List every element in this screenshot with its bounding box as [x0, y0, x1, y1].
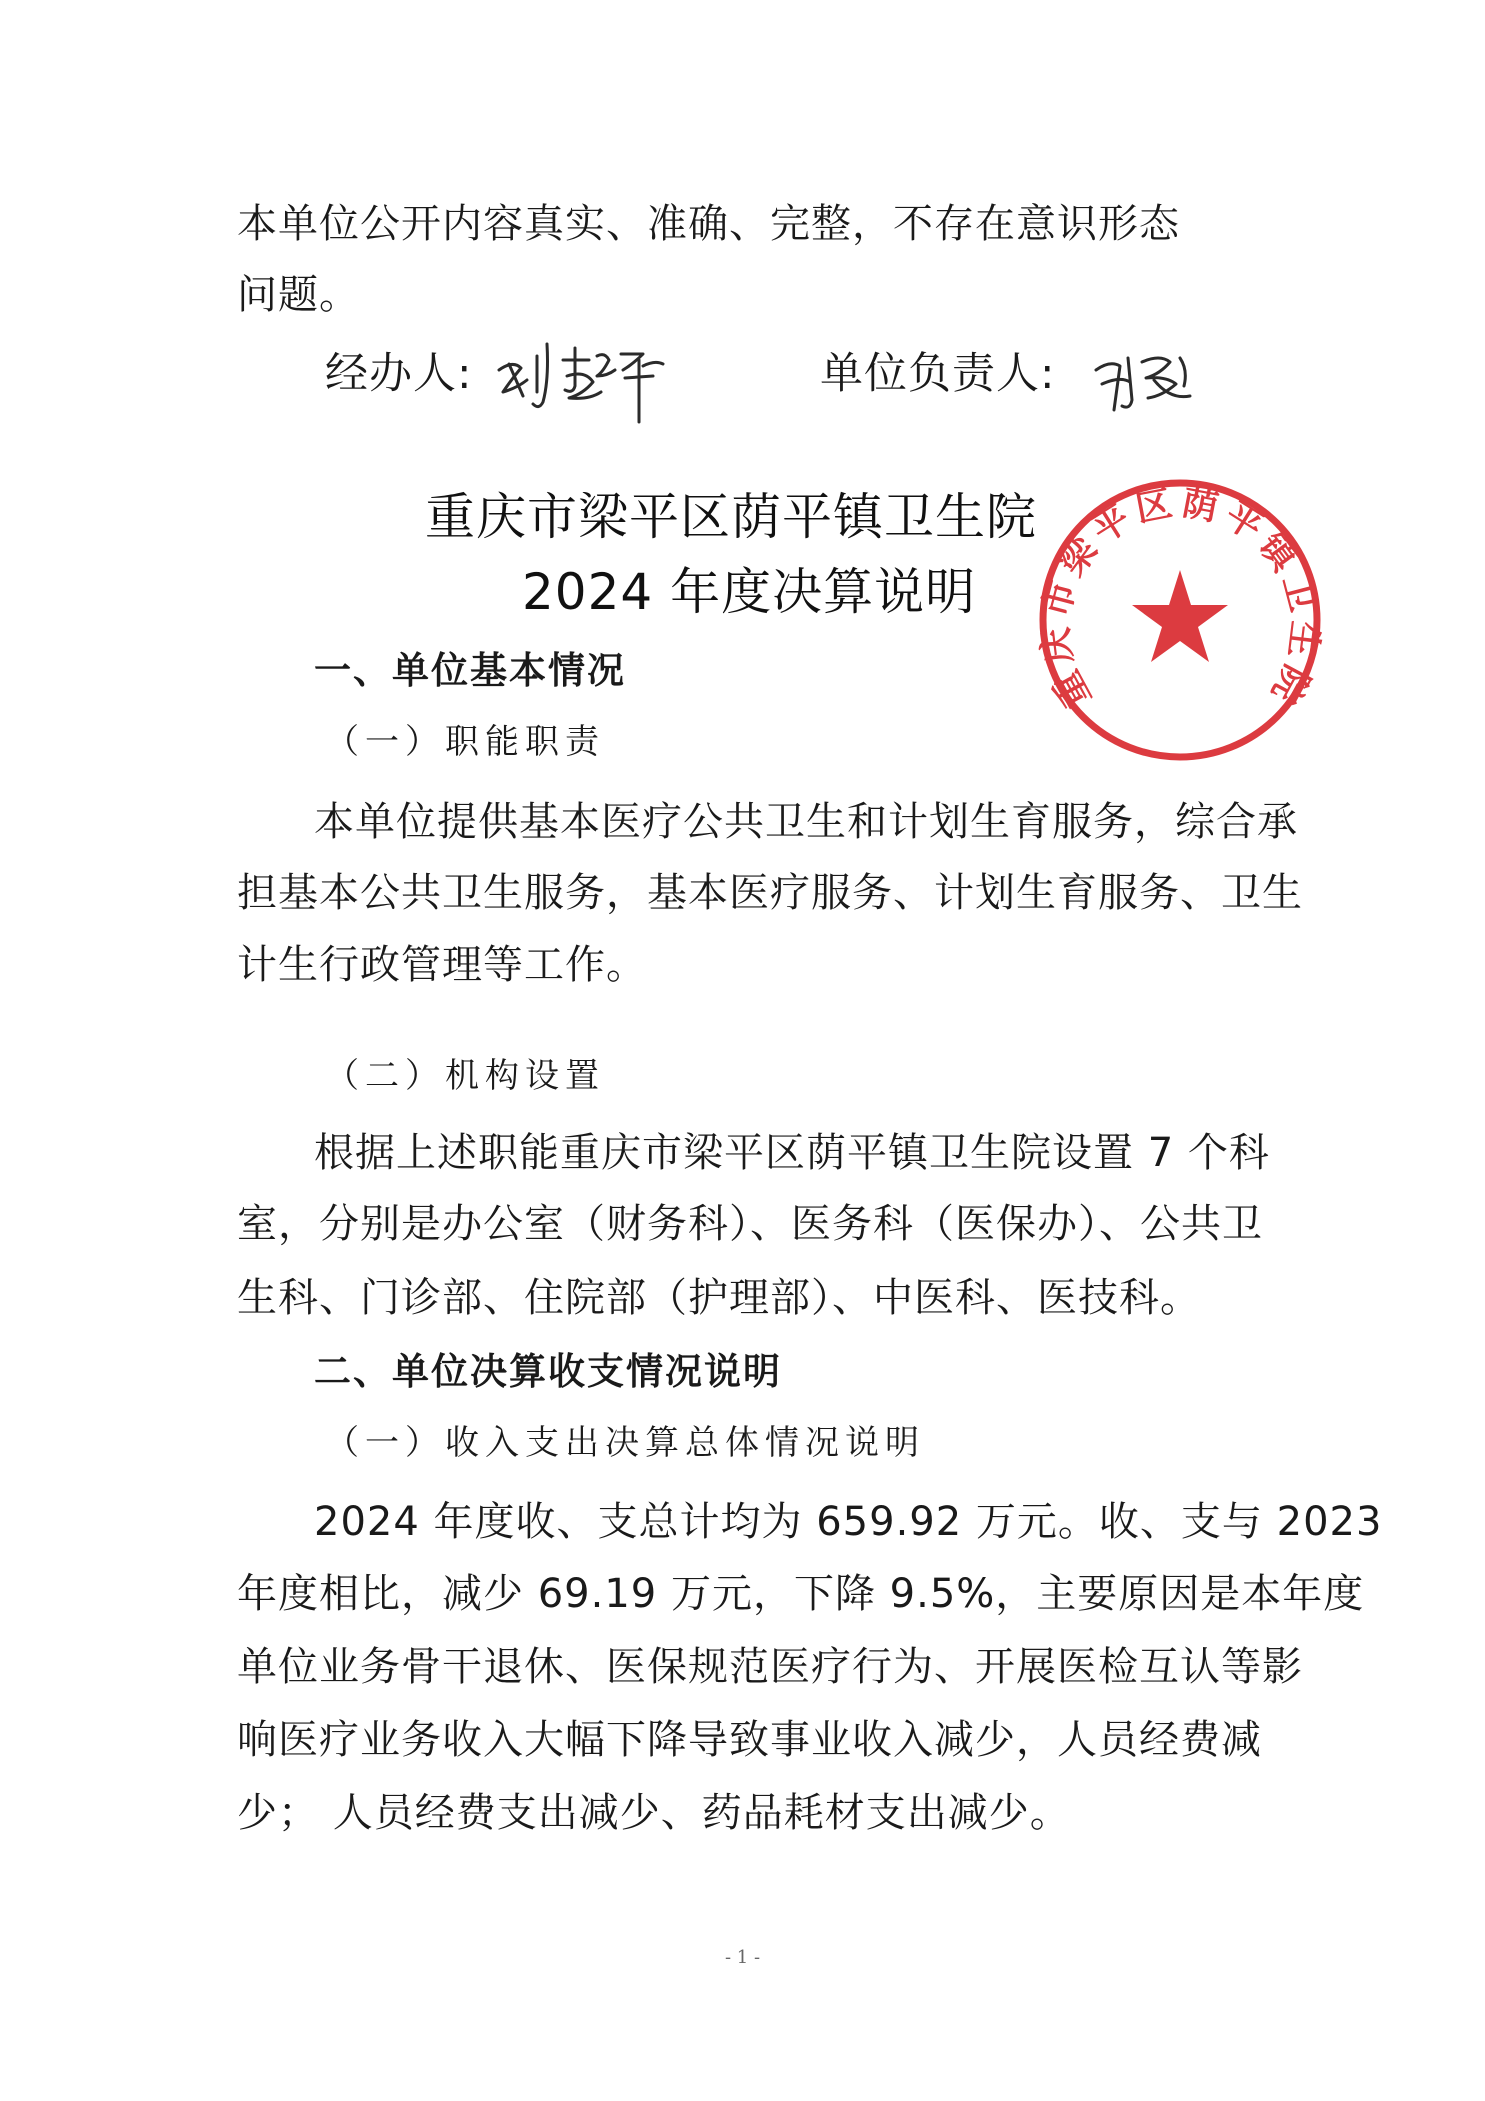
head-signature: [1090, 340, 1200, 420]
section-1-2-line-3: 生科、门诊部、住院部（护理部）、中医科、医技科。: [237, 1275, 1201, 1321]
section-1-2-line-1: 根据上述职能重庆市梁平区荫平镇卫生院设置 7 个科: [314, 1130, 1270, 1176]
section-1-heading: 一、单位基本情况: [314, 649, 626, 692]
handler-label: 经办人:: [325, 349, 473, 399]
section-2-1-line-1: 2024 年度收、支总计均为 659.92 万元。收、支与 2023: [314, 1499, 1383, 1545]
head-label: 单位负责人:: [820, 349, 1056, 399]
section-1-1-heading: （一）职能职责: [325, 722, 605, 762]
section-2-1-line-3: 单位业务骨干退休、医保规范医疗行为、开展医检互认等影: [237, 1644, 1303, 1690]
official-seal: [1035, 475, 1325, 765]
section-1-1-line-2: 担基本公共卫生服务，基本医疗服务、计划生育服务、卫生: [237, 870, 1303, 916]
handler-signature: [493, 330, 683, 425]
document-title-line-1: 重庆市梁平区荫平镇卫生院: [425, 488, 1037, 546]
seal-text: 重庆市梁平区荫平镇卫生院: [1034, 482, 1326, 715]
seal-star-icon: [1132, 570, 1228, 662]
page-number: - 1 -: [724, 1947, 761, 1968]
document-title-line-2: 2024 年度决算说明: [522, 563, 977, 621]
section-2-1-line-2: 年度相比，减少 69.19 万元，下降 9.5%，主要原因是本年度: [237, 1571, 1365, 1617]
section-2-1-line-4: 响医疗业务收入大幅下降导致事业收入减少，人员经费减: [237, 1717, 1262, 1763]
section-1-2-heading: （二）机构设置: [325, 1056, 605, 1096]
section-2-heading: 二、单位决算收支情况说明: [314, 1350, 782, 1393]
intro-line-1: 本单位公开内容真实、准确、完整，不存在意识形态: [237, 201, 1180, 247]
section-2-1-line-5: 少； 人员经费支出减少、药品耗材支出减少。: [237, 1790, 1071, 1836]
section-1-2-line-2: 室，分别是办公室（财务科）、医务科（医保办）、公共卫: [237, 1201, 1263, 1247]
intro-line-2: 问题。: [237, 272, 360, 318]
section-2-1-heading: （一）收入支出决算总体情况说明: [325, 1423, 925, 1463]
section-1-1-line-3: 计生行政管理等工作。: [237, 942, 647, 988]
section-1-1-line-1: 本单位提供基本医疗公共卫生和计划生育服务，综合承: [314, 799, 1298, 845]
